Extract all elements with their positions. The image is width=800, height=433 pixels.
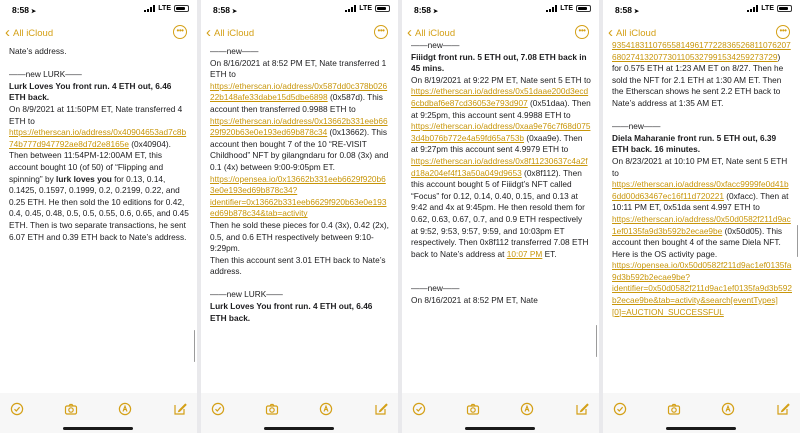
location-arrow-icon: ➤: [232, 9, 238, 15]
bold-text: Diela Maharanie front run. 5 ETH out, 6.39 ETH back. 16 minutes.: [612, 132, 777, 155]
note-text: ——new——: [210, 46, 259, 56]
note-paragraph: [210, 301, 390, 324]
compose-icon[interactable]: [374, 402, 388, 416]
status-bar: [201, 0, 398, 20]
status-time-text: 8:58: [12, 5, 30, 15]
signal-icon: [747, 5, 758, 12]
back-label: All iCloud: [214, 27, 255, 39]
note-text: (0x587d). This account then transferred 0.9988 ETH to: [210, 92, 383, 114]
battery-icon: [777, 5, 792, 12]
more-options-icon[interactable]: •••: [173, 25, 187, 39]
compose-icon[interactable]: [575, 402, 589, 416]
network-label: LTE: [761, 5, 774, 12]
back-label: All iCloud: [616, 27, 657, 39]
bottom-toolbar: [0, 393, 197, 433]
status-time: [414, 5, 438, 15]
bottom-toolbar: [402, 393, 599, 433]
note-text: ——new——: [411, 40, 460, 50]
bold-text: Lurk Loves You front run. 4 ETH out, 6.46 ETH back.: [210, 301, 373, 323]
note-text: (0x40904). Then between 11:54PM-12:00AM ET, this account bought 10 (of 50) of “Flipping and spinning” by: [9, 138, 171, 184]
chevron-left-icon: ‹: [608, 24, 613, 41]
status-right: [546, 5, 591, 12]
markup-pen-icon[interactable]: [319, 402, 333, 416]
note-text: ) for 0.575 ETH at 1:23 AM ET on 8/27. Then he sold the NFT for 2.1 ETH at 1:30 AM ET. Then the Etherscan shows he sent 2.2 ETH back to Nate’s address at 1:35 AM ET.: [612, 51, 784, 108]
note-paragraph: [411, 75, 591, 261]
link[interactable]: https://etherscan.io/address/0x587dd0c378b02622b148afe33dabe15d5dbe6898: [210, 80, 388, 103]
battery-icon: [375, 5, 390, 12]
note-paragraph: [210, 220, 390, 255]
location-arrow-icon: ➤: [433, 9, 439, 15]
bottom-toolbar: [201, 393, 398, 433]
status-time-text: 8:58: [213, 5, 231, 15]
battery-icon: [174, 5, 189, 12]
status-time: [213, 5, 237, 15]
blank-line: [9, 58, 189, 70]
compose-icon[interactable]: [776, 402, 790, 416]
note-text: ET.: [542, 248, 557, 259]
checklist-icon[interactable]: [412, 402, 426, 416]
note-paragraph: [411, 52, 591, 75]
status-bar: [603, 0, 800, 20]
bold-text: lurk loves you: [56, 173, 112, 184]
network-label: LTE: [560, 5, 573, 12]
phone-screen-3: [402, 0, 599, 433]
location-arrow-icon: ➤: [31, 9, 37, 15]
note-paragraph: [210, 289, 390, 301]
note-text: Nate’s address.: [9, 46, 67, 56]
back-button[interactable]: [608, 26, 656, 40]
note-paragraph: [612, 156, 792, 318]
status-bar: [402, 0, 599, 20]
note-body[interactable]: [411, 40, 591, 378]
note-text: ——new LURK——: [210, 289, 283, 300]
note-text: (0x50d05). This account then bought 4 of the same Diela NFT. Here is the OS activity page.: [612, 225, 783, 259]
note-paragraph: [210, 174, 390, 220]
status-time-text: 8:58: [414, 5, 432, 15]
note-text: Then this account sent 3.01 ETH back to Nate’s address.: [210, 254, 386, 277]
note-paragraph: [612, 121, 792, 133]
note-paragraph: [411, 283, 591, 295]
more-options-icon[interactable]: •••: [374, 25, 388, 39]
note-text: Then he sold these pieces for 0.4 (3x), 0.42 (2x), 0.5, and 0.6 ETH respectively between 9:10-9:29pm.: [210, 219, 389, 254]
bold-text: Lurk Loves You front run. 4 ETH out, 6.46 ETH back.: [9, 80, 172, 103]
note-text: for 0.13, 0.14, 0.1425, 0.1597, 0.1999, 0.2, 0.2199, 0.22, and 0.25 ETH. He then sold the 10 editions for 0.42, 0.4, 0.45, 0.48, 0.5, 0.5, 0.55, 0.6, 0.65, and 0.45 ETH. Then is two separate transactions, he sent 6.07 ETH and 0.39 ETH back to Nate’s address.: [9, 173, 189, 242]
note-text: ——new LURK——: [9, 69, 82, 80]
phone-screen-1: [0, 0, 197, 433]
status-bar: [0, 0, 197, 20]
note-paragraph: [9, 104, 189, 243]
link[interactable]: 935418311076558149617722836526811076207680274132077301105327991534259273729: [612, 40, 791, 62]
note-paragraph: [210, 255, 390, 278]
status-time-text: 8:58: [615, 5, 633, 15]
note-paragraph: [411, 295, 591, 307]
note-body[interactable]: [210, 46, 390, 384]
note-text: On 8/16/2021 at 8:52 PM ET, Nate transferred 1 ETH to: [210, 57, 387, 80]
note-text: (0x51daa). Then at 9:25pm, this account sent 4.9988 ETH to: [411, 97, 591, 120]
bold-text: Fiiidgt front run. 5 ETH out, 7.08 ETH back in 45 mins.: [411, 51, 587, 74]
signal-icon: [546, 5, 557, 12]
status-right: [345, 5, 390, 12]
phone-screen-2: [201, 0, 398, 433]
bottom-toolbar: [603, 393, 800, 433]
back-button[interactable]: [206, 26, 254, 40]
location-arrow-icon: ➤: [634, 9, 640, 15]
checklist-icon[interactable]: [613, 402, 627, 416]
note-body[interactable]: [9, 46, 189, 384]
checklist-icon[interactable]: [10, 402, 24, 416]
link[interactable]: https://opensea.io/0x13662b331eeb6629f920b63e0e193ed69b878c34?identifier=0x13662b331eeb6629f920b63e0e193ed69b878c34&tab=activity: [210, 173, 387, 219]
note-paragraph: [9, 81, 189, 104]
note-text: On 8/16/2021 at 8:52 PM ET, Nate: [411, 295, 538, 306]
markup-pen-icon[interactable]: [721, 402, 735, 416]
note-text: ——new——: [612, 121, 661, 132]
markup-pen-icon[interactable]: [118, 402, 132, 416]
link[interactable]: https://opensea.io/0x50d0582f211d9ac1ef0135fa9d3b592b2ecae9be?identifier=0x50d0582f211d9ac1ef0135fa9d3b592b2ecae9be&tab=activity&search[eventTypes][0]=AUCTION_SUCCESSFUL: [612, 260, 792, 317]
compose-icon[interactable]: [173, 402, 187, 416]
camera-icon[interactable]: [265, 402, 279, 416]
chevron-left-icon: ‹: [5, 24, 10, 41]
link[interactable]: https://etherscan.io/address/0x50d0582f211d9ac1ef0135fa9d3b592b2ecae9be: [612, 213, 791, 236]
camera-icon[interactable]: [466, 402, 480, 416]
home-indicator: [666, 427, 736, 430]
back-button[interactable]: [407, 26, 455, 40]
camera-icon[interactable]: [64, 402, 78, 416]
note-paragraph: [210, 46, 390, 58]
blank-line: [612, 110, 792, 122]
link[interactable]: https://etherscan.io/address/0x8f11230637c4a2fd18a204ef4f13a50a049d9653: [411, 155, 588, 178]
status-time: [12, 5, 36, 15]
back-label: All iCloud: [415, 27, 456, 39]
back-button[interactable]: [5, 26, 53, 40]
note-text: (0xfacc). Then at 10:11 PM ET, 0x51da sent 4.997 ETH to: [612, 190, 789, 213]
blank-line: [411, 272, 591, 284]
note-paragraph: [612, 133, 792, 156]
chevron-left-icon: ‹: [206, 24, 211, 41]
note-text: (0x8f112). Then this account bought 5 of Fiiidgt’s NFT called “Focus” for 0.12, 0.14, 0.40, 0.15, and 0.13 at 9:42 and 4x at 9:45pm. He then resold them for 0.62, 0.63, 0.67, 0.7, and 0.9 ETH respectively at 9:52, 9:53, 9:57, 9:59, and 10:03pm ET respectively. Then 0x8f112 transferred 7.08 ETH back to Nate’s address at: [411, 167, 589, 259]
signal-icon: [345, 5, 356, 12]
status-time: [615, 5, 639, 15]
note-text: ——new——: [411, 283, 460, 294]
signal-icon: [144, 5, 155, 12]
checklist-icon[interactable]: [211, 402, 225, 416]
link[interactable]: https://etherscan.io/address/0xfacc9999fe0d41b6dd00d63467ec16f11d720221: [612, 179, 789, 201]
nav-bar: [0, 24, 197, 44]
note-paragraph: [612, 40, 792, 110]
link[interactable]: https://etherscan.io/address/0x40904653ad7c8b74b777d947792ae8d7d2e8165e: [9, 127, 187, 149]
scrollbar[interactable]: [596, 325, 598, 357]
note-text: (0x13662). This account then bought 7 of the 10 “RE-VISIT Childhood” NFT by gilangndaru for 0.08 (3x) and 0.1 (4x) between 9:00-9:05pm ET.: [210, 127, 389, 172]
network-label: LTE: [359, 5, 372, 12]
nav-bar: [201, 24, 398, 44]
battery-icon: [576, 5, 591, 12]
status-right: [144, 5, 189, 12]
home-indicator: [63, 427, 133, 430]
note-text: On 8/19/2021 at 9:22 PM ET, Nate sent 5 ETH to: [411, 74, 591, 85]
markup-pen-icon[interactable]: [520, 402, 534, 416]
network-label: LTE: [158, 5, 171, 12]
scrollbar[interactable]: [194, 330, 196, 362]
note-paragraph: [9, 69, 189, 81]
note-text: On 8/23/2021 at 10:10 PM ET, Nate sent 5 ETH to: [612, 155, 788, 178]
link[interactable]: https://etherscan.io/address/0x51daae200d3ecd6cbdbaf6e87cd36053e793d907: [411, 86, 589, 108]
link[interactable]: https://etherscan.io/address/0x13662b331eeb6629f920b63e0e193ed69b878c34: [210, 115, 388, 138]
link[interactable]: 10:07 PM: [506, 248, 543, 259]
back-label: All iCloud: [13, 27, 54, 39]
note-text: On 8/9/2021 at 11:50PM ET, Nate transferred 4 ETH to: [9, 103, 183, 126]
phone-screen-4: [603, 0, 800, 433]
link[interactable]: https://etherscan.io/address/0xaa9e76c7f68d0753d4b076b772e4a59fd65a753b: [411, 121, 591, 143]
blank-line: [411, 260, 591, 272]
note-text: (0xaa9e). Then at 9:27pm this account sent 4.9979 ETH to: [411, 132, 583, 155]
note-paragraph: [210, 58, 390, 174]
status-right: [747, 5, 792, 12]
blank-line: [210, 278, 390, 290]
note-paragraph: [411, 40, 591, 52]
chevron-left-icon: ‹: [407, 24, 412, 41]
note-body[interactable]: [612, 40, 792, 378]
home-indicator: [465, 427, 535, 430]
camera-icon[interactable]: [667, 402, 681, 416]
more-options-icon[interactable]: •••: [776, 25, 790, 39]
home-indicator: [264, 427, 334, 430]
scrollbar[interactable]: [797, 225, 799, 257]
note-paragraph: [9, 46, 189, 58]
more-options-icon[interactable]: •••: [575, 25, 589, 39]
